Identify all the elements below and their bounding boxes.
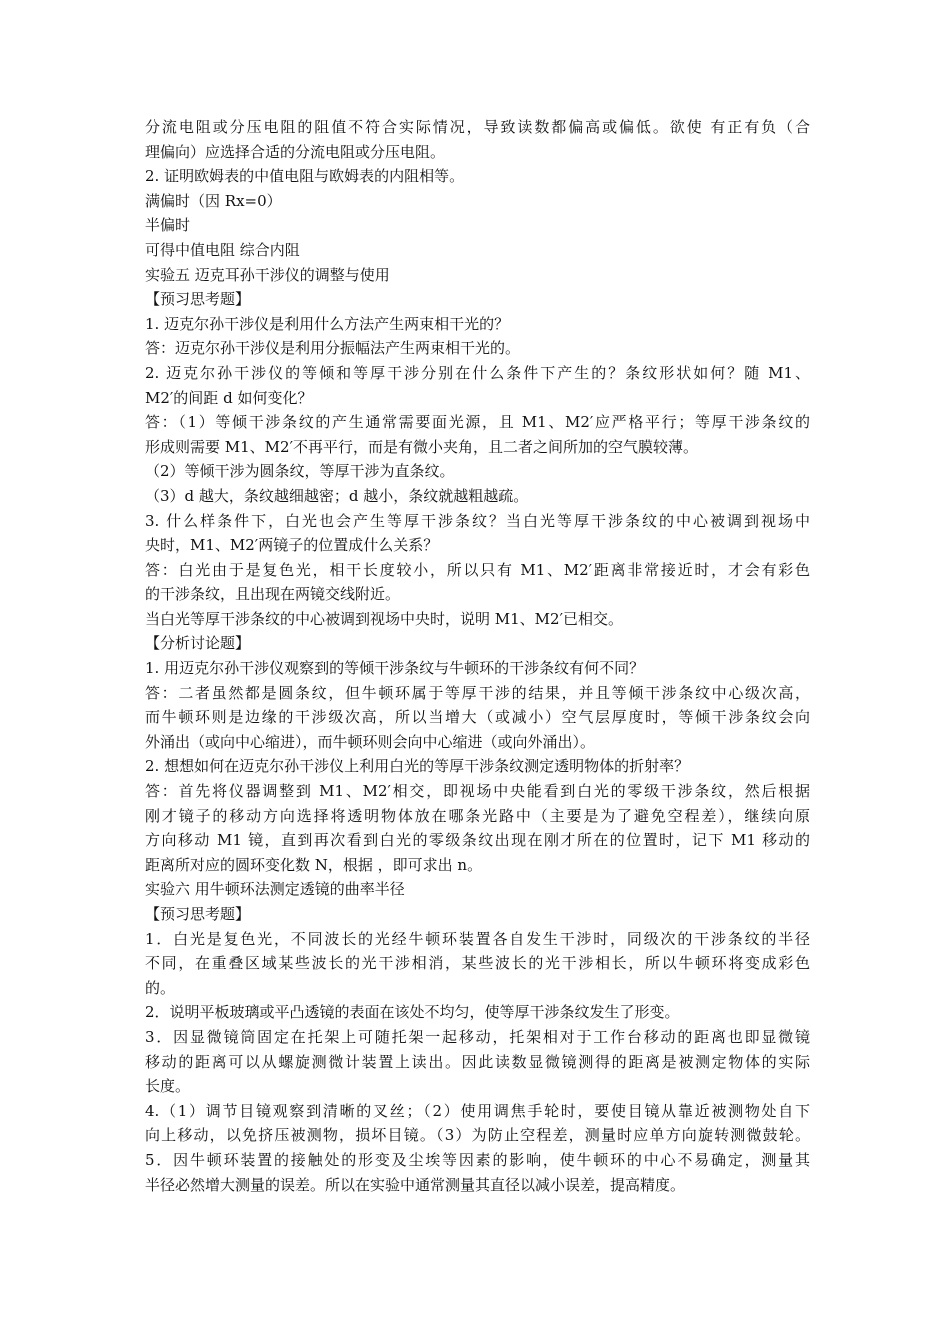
text-line: 【预习思考题】 [145, 905, 251, 923]
text-line: 答：二者虽然都是圆条纹，但牛顿环属于等厚干涉的结果，并且等倾干涉条纹中心级次高， [145, 683, 810, 702]
text-line: 2. 迈克尔孙干涉仪的等倾和等厚干涉分别在什么条件下产生的？条纹形状如何？随 M1、 [145, 363, 810, 382]
text-line: 2. 想想如何在迈克尔孙干涉仪上利用白光的等厚干涉条纹测定透明物体的折射率？ [145, 757, 690, 776]
text-line: 1. 迈克尔孙干涉仪是利用什么方法产生两束相干光的？ [145, 314, 510, 333]
text-line: M2′的间距 d 如何变化？ [145, 388, 313, 407]
text-line: 而牛顿环则是边缘的干涉级次高，所以当增大（或减小）空气层厚度时，等倾干涉条纹会向 [145, 708, 810, 727]
text-line: 距离所对应的圆环变化数 N，根据 ，即可求出 n。 [145, 855, 483, 874]
text-line: 外涌出（或向中心缩进），而牛顿环则会向中心缩进（或向外涌出）。 [145, 732, 596, 751]
text-line: 答：迈克尔孙干涉仪是利用分振幅法产生两束相干光的。 [145, 339, 521, 358]
document-page [145, 115, 810, 1197]
text-line: 答：（1）等倾干涉条纹的产生通常需要面光源，且 M1、M2′应严格平行；等厚干涉条纹的 [145, 413, 810, 432]
text-line: 满偏时（因 Rx=0） [145, 191, 282, 210]
text-line: 半径必然增大测量的误差。所以在实验中通常测量其直径以减小误差，提高精度。 [145, 1175, 686, 1194]
text-line: 的。 [145, 978, 176, 997]
text-line: 理偏向）应选择合适的分流电阻或分压电阻。 [145, 142, 446, 161]
text-line: （3）d 越大，条纹越细越密；d 越小，条纹就越粗越疏。 [145, 486, 529, 505]
text-line: 实验五 迈克耳孙干涉仪的调整与使用 [145, 265, 390, 284]
text-line: （2）等倾干涉为圆条纹，等厚干涉为直条纹。 [145, 462, 455, 481]
text-line: 2. 证明欧姆表的中值电阻与欧姆表的内阻相等。 [145, 167, 465, 186]
text-line: 不同，在重叠区域某些波长的光干涉相消，某些波长的光干涉相长，所以牛顿环将变成彩色 [145, 954, 810, 973]
text-line: 央时，M1、M2′两镜子的位置成什么关系？ [145, 536, 439, 555]
text-line: 【分析讨论题】 [145, 634, 251, 653]
text-line: 的干涉条纹，且出现在两镜交线附近。 [145, 585, 401, 604]
text-line: 1. 用迈克尔孙干涉仪观察到的等倾干涉条纹与牛顿环的干涉条纹有何不同？ [145, 659, 645, 678]
text-line: 方向移动 M1 镜，直到再次看到白光的零级条纹出现在刚才所在的位置时，记下 M1 移动的 [145, 831, 810, 850]
text-line: 当白光等厚干涉条纹的中心被调到视场中央时，说明 M1、M2′已相交。 [145, 609, 623, 628]
text-line: 半偏时 [145, 216, 191, 235]
text-line: 1．白光是复色光，不同波长的光经牛顿环装置各自发生干涉时，同级次的干涉条纹的半径 [145, 929, 810, 948]
text-line: 刚才镜子的移动方向选择将透明物体放在哪条光路中（主要是为了避免空程差），继续向原 [145, 806, 810, 825]
text-line: 可得中值电阻 综合内阻 [145, 240, 300, 259]
text-line: 2．说明平板玻璃或平凸透镜的表面在该处不均匀，使等厚干涉条纹发生了形变。 [145, 1003, 680, 1022]
text-line: 答：白光由于是复色光，相干长度较小，所以只有 M1、M2′距离非常接近时，才会有彩色 [145, 560, 810, 579]
text-line: 长度。 [145, 1077, 191, 1096]
text-line: 答：首先将仪器调整到 M1、M2′相交，即视场中央能看到白光的零级干涉条纹，然后根据 [145, 782, 810, 801]
text-line: 实验六 用牛顿环法测定透镜的曲率半径 [145, 880, 405, 899]
text-line: 向上移动，以免挤压被测物，损坏目镜。（3）为防止空程差，测量时应单方向旋转测微鼓轮。 [145, 1126, 810, 1145]
text-line: 分流电阻或分压电阻的阻值不符合实际情况，导致读数都偏高或偏低。欲使 有正有负（合 [145, 118, 810, 136]
text-line: 4.（1）调节目镜观察到清晰的叉丝；（2）使用调焦手轮时，要使目镜从靠近被测物处自下 [145, 1101, 810, 1120]
text-line: 5．因牛顿环装置的接触处的形变及尘埃等因素的影响，使牛顿环的中心不易确定，测量其 [145, 1150, 810, 1169]
text-line: 3. 什么样条件下，白光也会产生等厚干涉条纹？当白光等厚干涉条纹的中心被调到视场中 [145, 511, 810, 530]
text-line: 形成则需要 M1、M2′不再平行，而是有微小夹角，且二者之间所加的空气膜较薄。 [145, 437, 698, 456]
text-line: 3．因显微镜筒固定在托架上可随托架一起移动，托架相对于工作台移动的距离也即显微镜 [145, 1027, 810, 1046]
text-line: 【预习思考题】 [145, 290, 251, 309]
text-line: 移动的距离可以从螺旋测微计装置上读出。因此读数显微镜测得的距离是被测定物体的实际 [145, 1052, 810, 1071]
